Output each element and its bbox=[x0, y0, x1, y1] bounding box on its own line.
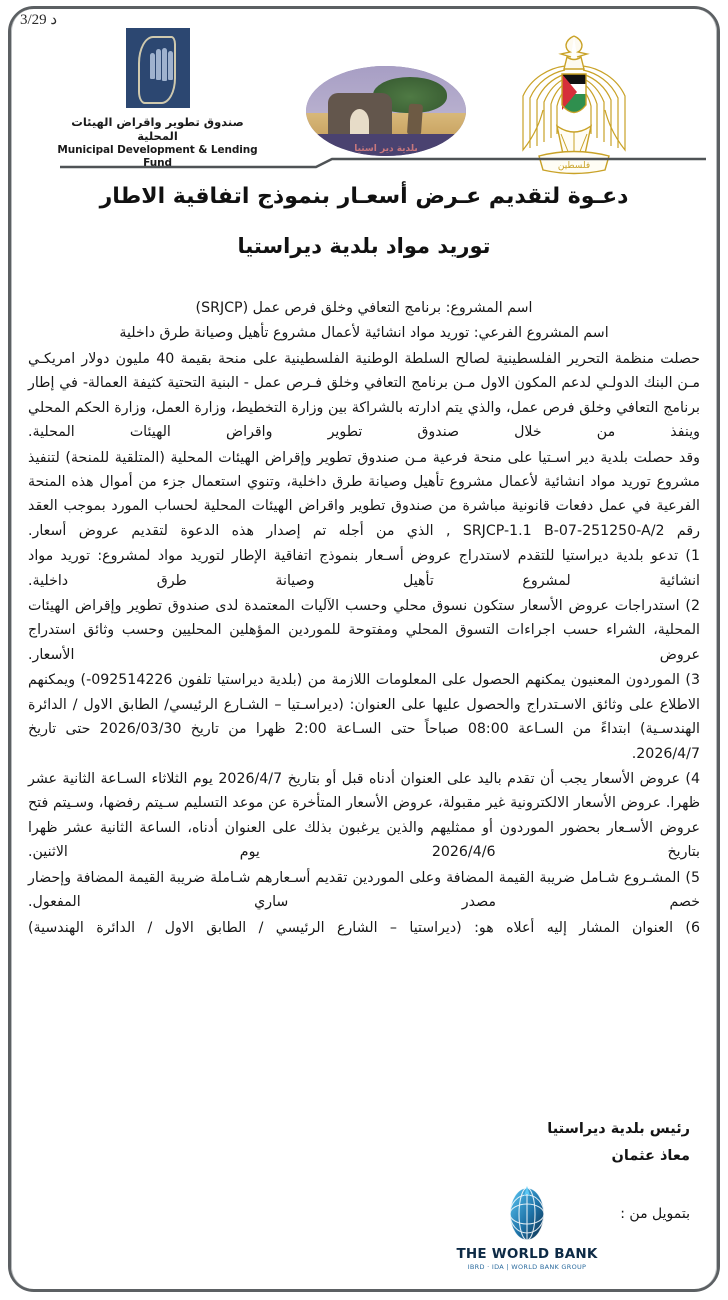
municipality-seal-icon bbox=[306, 66, 466, 156]
page-title: دعـوة لتقديم عـرض أسعـار بنموذج اتفاقية الاطار bbox=[99, 184, 629, 209]
mdlf-name-arabic: صندوق تطوير واقراض الهيئات المحلية bbox=[71, 115, 244, 144]
header-divider bbox=[16, 156, 712, 170]
signatory-role: رئيس بلدية ديراستيا bbox=[547, 1121, 690, 1137]
header-logos bbox=[16, 24, 712, 171]
emblem-scroll-text: فلسطين bbox=[557, 161, 591, 171]
list-item: 6) العنوان المشار إليه أعلاه هو: (ديراستيا – الشارع الرئيسي / الطابق الاول / الدائرة الهندسية) bbox=[28, 919, 700, 936]
list-item: 3) الموردون المعنيون يمكنهم الحصول على المعلومات اللازمة من (بلدية ديراستيا تلفون 092514226-) ويمكنهم الاطلاع على وثائق الاسـتدراج والحصول عليها على العنوان: (ديراسـتيا – الشـارع الرئيسي/ الطابق الاول / الدائرة الهندسـية) ابتداءً من السـاعة 08:00 صباحاً حتى السـاعة 2:00 ظهرا من تاريخ 2026/03/30 حتى تاريخ 2026/4/7. bbox=[28, 672, 700, 762]
page-marker: د 3/29 bbox=[20, 12, 58, 28]
list-item: 5) المشـروع شـامل ضريبة القيمة المضافة وعلى الموردين تقديم أسـعارهم شـاملة ضريبة القيمة المضافة وإحضار خصم مصدر ساري المفعول. bbox=[28, 869, 700, 911]
signatory-name: معاذ عثمان bbox=[611, 1147, 690, 1164]
world-bank-name: THE WORLD BANK bbox=[456, 1246, 598, 1262]
list-item: 2) استدراجات عروض الأسعار ستكون نسوق محلي وحسب الآليات المعتمدة لدى صندوق تطوير وإقراض الهيئات المحلية، الشراء حسب اجراءات التسوق المحلي ومفتوحة للموردين المؤهلين المحليين وحسب وثائق استدراج عروض الأسعار. bbox=[28, 598, 700, 663]
funded-by-label: بتمويل من : bbox=[620, 1206, 690, 1222]
subproject-name-line: اسم المشروع الفرعي: توريد مواد انشائية لأعمال مشروع تأهيل وصيانة طرق داخلية bbox=[119, 325, 609, 342]
mdlf-hand-icon bbox=[126, 28, 190, 108]
list-item: 1) تدعو بلدية ديراستيا للتقدم لاستدراج عروض أسـعار بنموذج اتفاقية الإطار لتوريد مواد لمشروع: توريد مواد انشائية لمشروع تأهيل وصيانة طرق داخلية. bbox=[28, 548, 700, 589]
subgrant-paragraph: وقد حصلت بلدية دير اسـتيا على منحة فرعية مـن صندوق تطوير وإقراض الهيئات المحلية (المتلقية للمنحة) لتنفيذ مشروع توريد مواد انشائية لأعمال مشروع تأهيل وصيانة طرق داخلية، وتنوي استعمال جزء من أموال هذه المنحة الفرعية في عمل دفعات قانونية مباشرة من صندوق تطوير واقراض الهيئات المحلية لحساب المورد بموجب العقد رقم SRJCP-1.1 B-07-251250-A/2 , الذي من أجله تم إصدار هذه الدعوة لتقديم عروض أسعار. bbox=[28, 449, 700, 539]
title-block bbox=[40, 182, 688, 260]
list-item: 4) عروض الأسعار يجب أن تقدم باليد على العنوان أدناه قبل أو بتاريخ 2026/4/7 يوم الثلاثاء السـاعة الثانية عشر ظهرا. عروض الأسعار الالكترونية غير مقبولة، عروض الأسعار المتأخرة عن موعد التسليم سـيتم رفضها، وسـيتم فتح عروض الأسـعار بحضور الموردون أو ممثليهم والذين يرغبون بذلك على العنوان أدناه، الساعة الثانية عشر ظهرا بتاريخ 2026/4/6 يوم الاثنين. bbox=[28, 771, 700, 861]
page-subtitle: توريد مواد بلدية ديراستيا bbox=[237, 233, 491, 258]
municipality-seal-caption: بلدية دير استيا bbox=[354, 144, 418, 154]
mdlf-name-english: Municipal Development & Lending Fund bbox=[57, 143, 258, 169]
world-bank-logo bbox=[452, 1182, 602, 1271]
globe-icon bbox=[503, 1182, 551, 1244]
grant-paragraph: حصلت منظمة التحرير الفلسطينية لصالح السلطة الوطنية الفلسطينية على منحة بقيمة 40 مليون دولار امريكـي مـن البنك الدولـي لدعم المكون الاول مـن برنامج التعافي وخلق فـرص عمل - البنية التحتية كثيفة العمالة- في إطار برنامج التعافي وخلق فرص عمل، والذي يتم ادارته بالشراكة بين وزارة التخطيط، وزارة العمل، وزارة الحكم المحلي وينفذ من خلال صندوق تطوير واقراض الهيئات المحلية. bbox=[28, 350, 700, 441]
signature-block bbox=[547, 1116, 690, 1170]
world-bank-sublabel: IBRD · IDA | WORLD BANK GROUP bbox=[467, 1263, 587, 1271]
document-body bbox=[28, 296, 700, 941]
project-name-line: اسم المشروع: برنامج التعافي وخلق فرص عمل (SRJCP) bbox=[195, 300, 533, 316]
mdlf-logo bbox=[50, 28, 265, 170]
